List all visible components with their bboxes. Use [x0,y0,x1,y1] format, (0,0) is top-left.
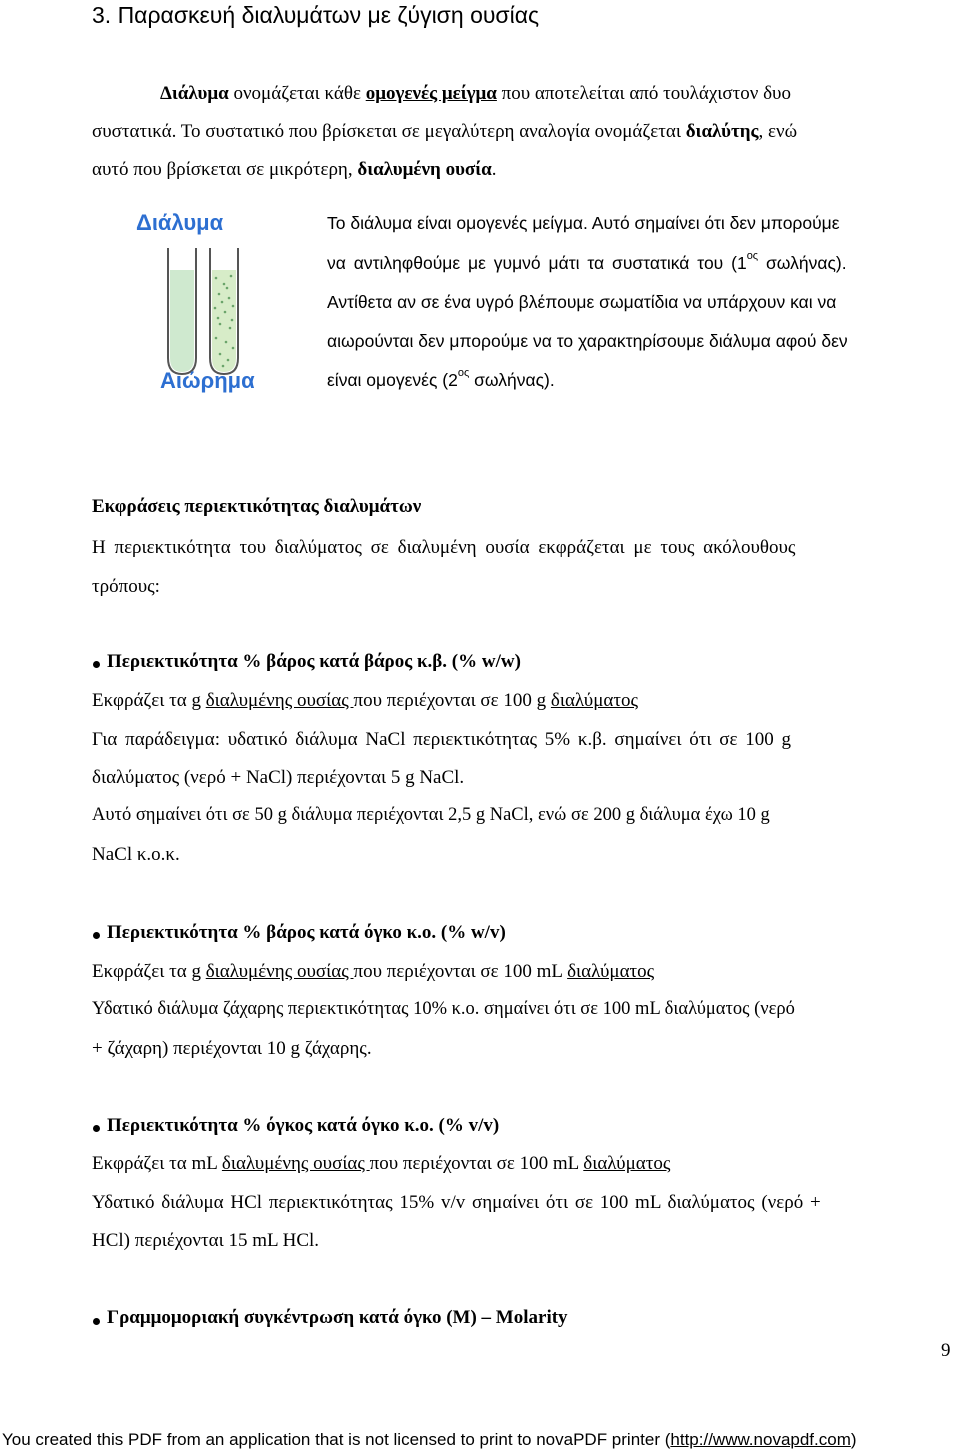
term-solution: Διάλυμα [160,83,229,104]
vv-definition [92,1153,670,1175]
superscript: ος [746,250,759,262]
bullet-wv [93,932,100,939]
vv-title: Περιεκτικότητα % όγκος κατά όγκο κ.ο. (% v/v) [107,1115,500,1136]
text: Το διάλυμα είναι ομογενές μείγμα. Αυτό σημαίνει ότι δεν μπορούμε [327,213,840,233]
footer-link[interactable]: http://www.novapdf.com [670,1430,851,1449]
text: Εκφράζει τα g [92,690,206,711]
ww-example-3: Αυτό σημαίνει ότι σε 50 g διάλυμα περιέχονται 2,5 g NaCl, ενώ σε 200 g διάλυμα έχω 10 g [92,805,770,825]
wv-definition [92,961,654,983]
text: ονομάζεται κάθε [228,83,366,104]
molarity-title: Γραμμομοριακή συγκέντρωση κατά όγκο (Μ) – Molarity [107,1307,568,1328]
text: που περιέχονται σε 100 mL [353,961,568,982]
underlined-term: διαλυμένης ουσίας [205,690,354,711]
text: που αποτελείται από τουλάχιστον δυο [496,83,791,104]
wv-title: Περιεκτικότητα % βάρος κατά όγκο κ.ο. (% w/v) [107,922,506,943]
text: , ενώ [758,121,798,142]
intro-line-3 [92,159,497,181]
ww-example-2: διαλύματος (νερό + NaCl) περιέχονται 5 g NaCl. [92,767,465,788]
ww-example-1: Για παράδειγμα: υδατικό διάλυμα NaCl περιεκτικότητας 5% κ.β. σημαίνει ότι σε 100 g [92,729,791,750]
test-tubes-figure [130,208,270,398]
underlined-term: διαλυμένης ουσίας [221,1153,370,1174]
term-solvent: διαλύτης [685,121,759,142]
text: να αντιληφθούμε με γυμνό μάτι τα συστατικά του (1 [327,253,747,273]
text: σωλήνας). [758,253,847,273]
term-homogeneous-mixture: ομογενές μείγμα [365,83,497,104]
wv-example-1: Υδατικό διάλυμα ζάχαρης περιεκτικότητας 10% κ.ο. σημαίνει ότι σε 100 mL διαλύματος (νερό [92,999,795,1019]
text: που περιέχονται σε 100 mL [369,1153,584,1174]
footer-notice [2,1430,857,1450]
concentration-line-2: τρόπους: [92,576,160,597]
concentration-heading: Εκφράσεις περιεκτικότητας διαλυμάτων [92,496,422,517]
figure-label-solution: Διάλυμα [136,210,224,235]
concentration-line-1: Η περιεκτικότητα του διαλύματος σε διαλυμένη ουσία εκφράζεται με τους ακόλουθους [92,537,796,558]
text: αυτό που βρίσκεται σε μικρότερη, [92,159,358,180]
page-number: 9 [941,1340,951,1361]
underlined-term: διαλύματος [583,1153,671,1174]
text: συστατικά. Το συστατικό που βρίσκεται σε μεγαλύτερη αναλογία ονομάζεται [92,121,686,142]
text: που περιέχονται σε 100 g [353,690,551,711]
superscript: ος [457,367,470,379]
text: Εκφράζει τα g [92,961,206,982]
underlined-term: διαλύματος [567,961,655,982]
side-line-5 [327,367,555,391]
underlined-term: διαλύματος [550,690,639,711]
bullet-vv [93,1125,100,1132]
intro-line-2 [92,121,797,143]
vv-example-2: HCl) περιέχονται 15 mL HCl. [92,1230,320,1251]
side-line-4: αιωρούνται δεν μπορούμε να το χαρακτηρίσουμε διάλυμα αφού δεν [327,331,848,351]
text: είναι ομογενές (2 [327,370,458,390]
text: Εκφράζει τα mL [92,1153,222,1174]
wv-example-2: + ζάχαρη) περιέχονται 10 g ζάχαρης. [92,1038,372,1059]
side-line-1 [327,213,958,234]
term-solute: διαλυμένη ουσία [357,159,492,180]
section-title: 3. Παρασκευή διαλυμάτων με ζύγιση ουσίας [92,2,540,28]
figure-label-suspension: Αιώρημα [160,368,255,393]
text: You created this PDF from an application that is not licensed to print to novaPDF printer ( [2,1430,671,1449]
vv-example-1: Υδατικό διάλυμα HCl περιεκτικότητας 15% v/v σημαίνει ότι σε 100 mL διαλύματος (νερό + [92,1192,821,1213]
ww-title: Περιεκτικότητα % βάρος κατά βάρος κ.β. (% w/w) [107,651,521,672]
bullet-ww [93,661,100,668]
text: σωλήνας). [469,370,555,390]
text: . [491,159,497,180]
text: ) [850,1430,857,1449]
underlined-term: διαλυμένης ουσίας [205,961,354,982]
side-line-2 [327,250,847,274]
bullet-molarity [93,1318,100,1325]
ww-example-4: NaCl κ.ο.κ. [92,844,180,865]
ww-definition [92,690,638,712]
intro-line-1 [160,83,791,105]
side-line-3: Αντίθετα αν σε ένα υγρό βλέπουμε σωματίδια να υπάρχουν και να [327,292,837,312]
